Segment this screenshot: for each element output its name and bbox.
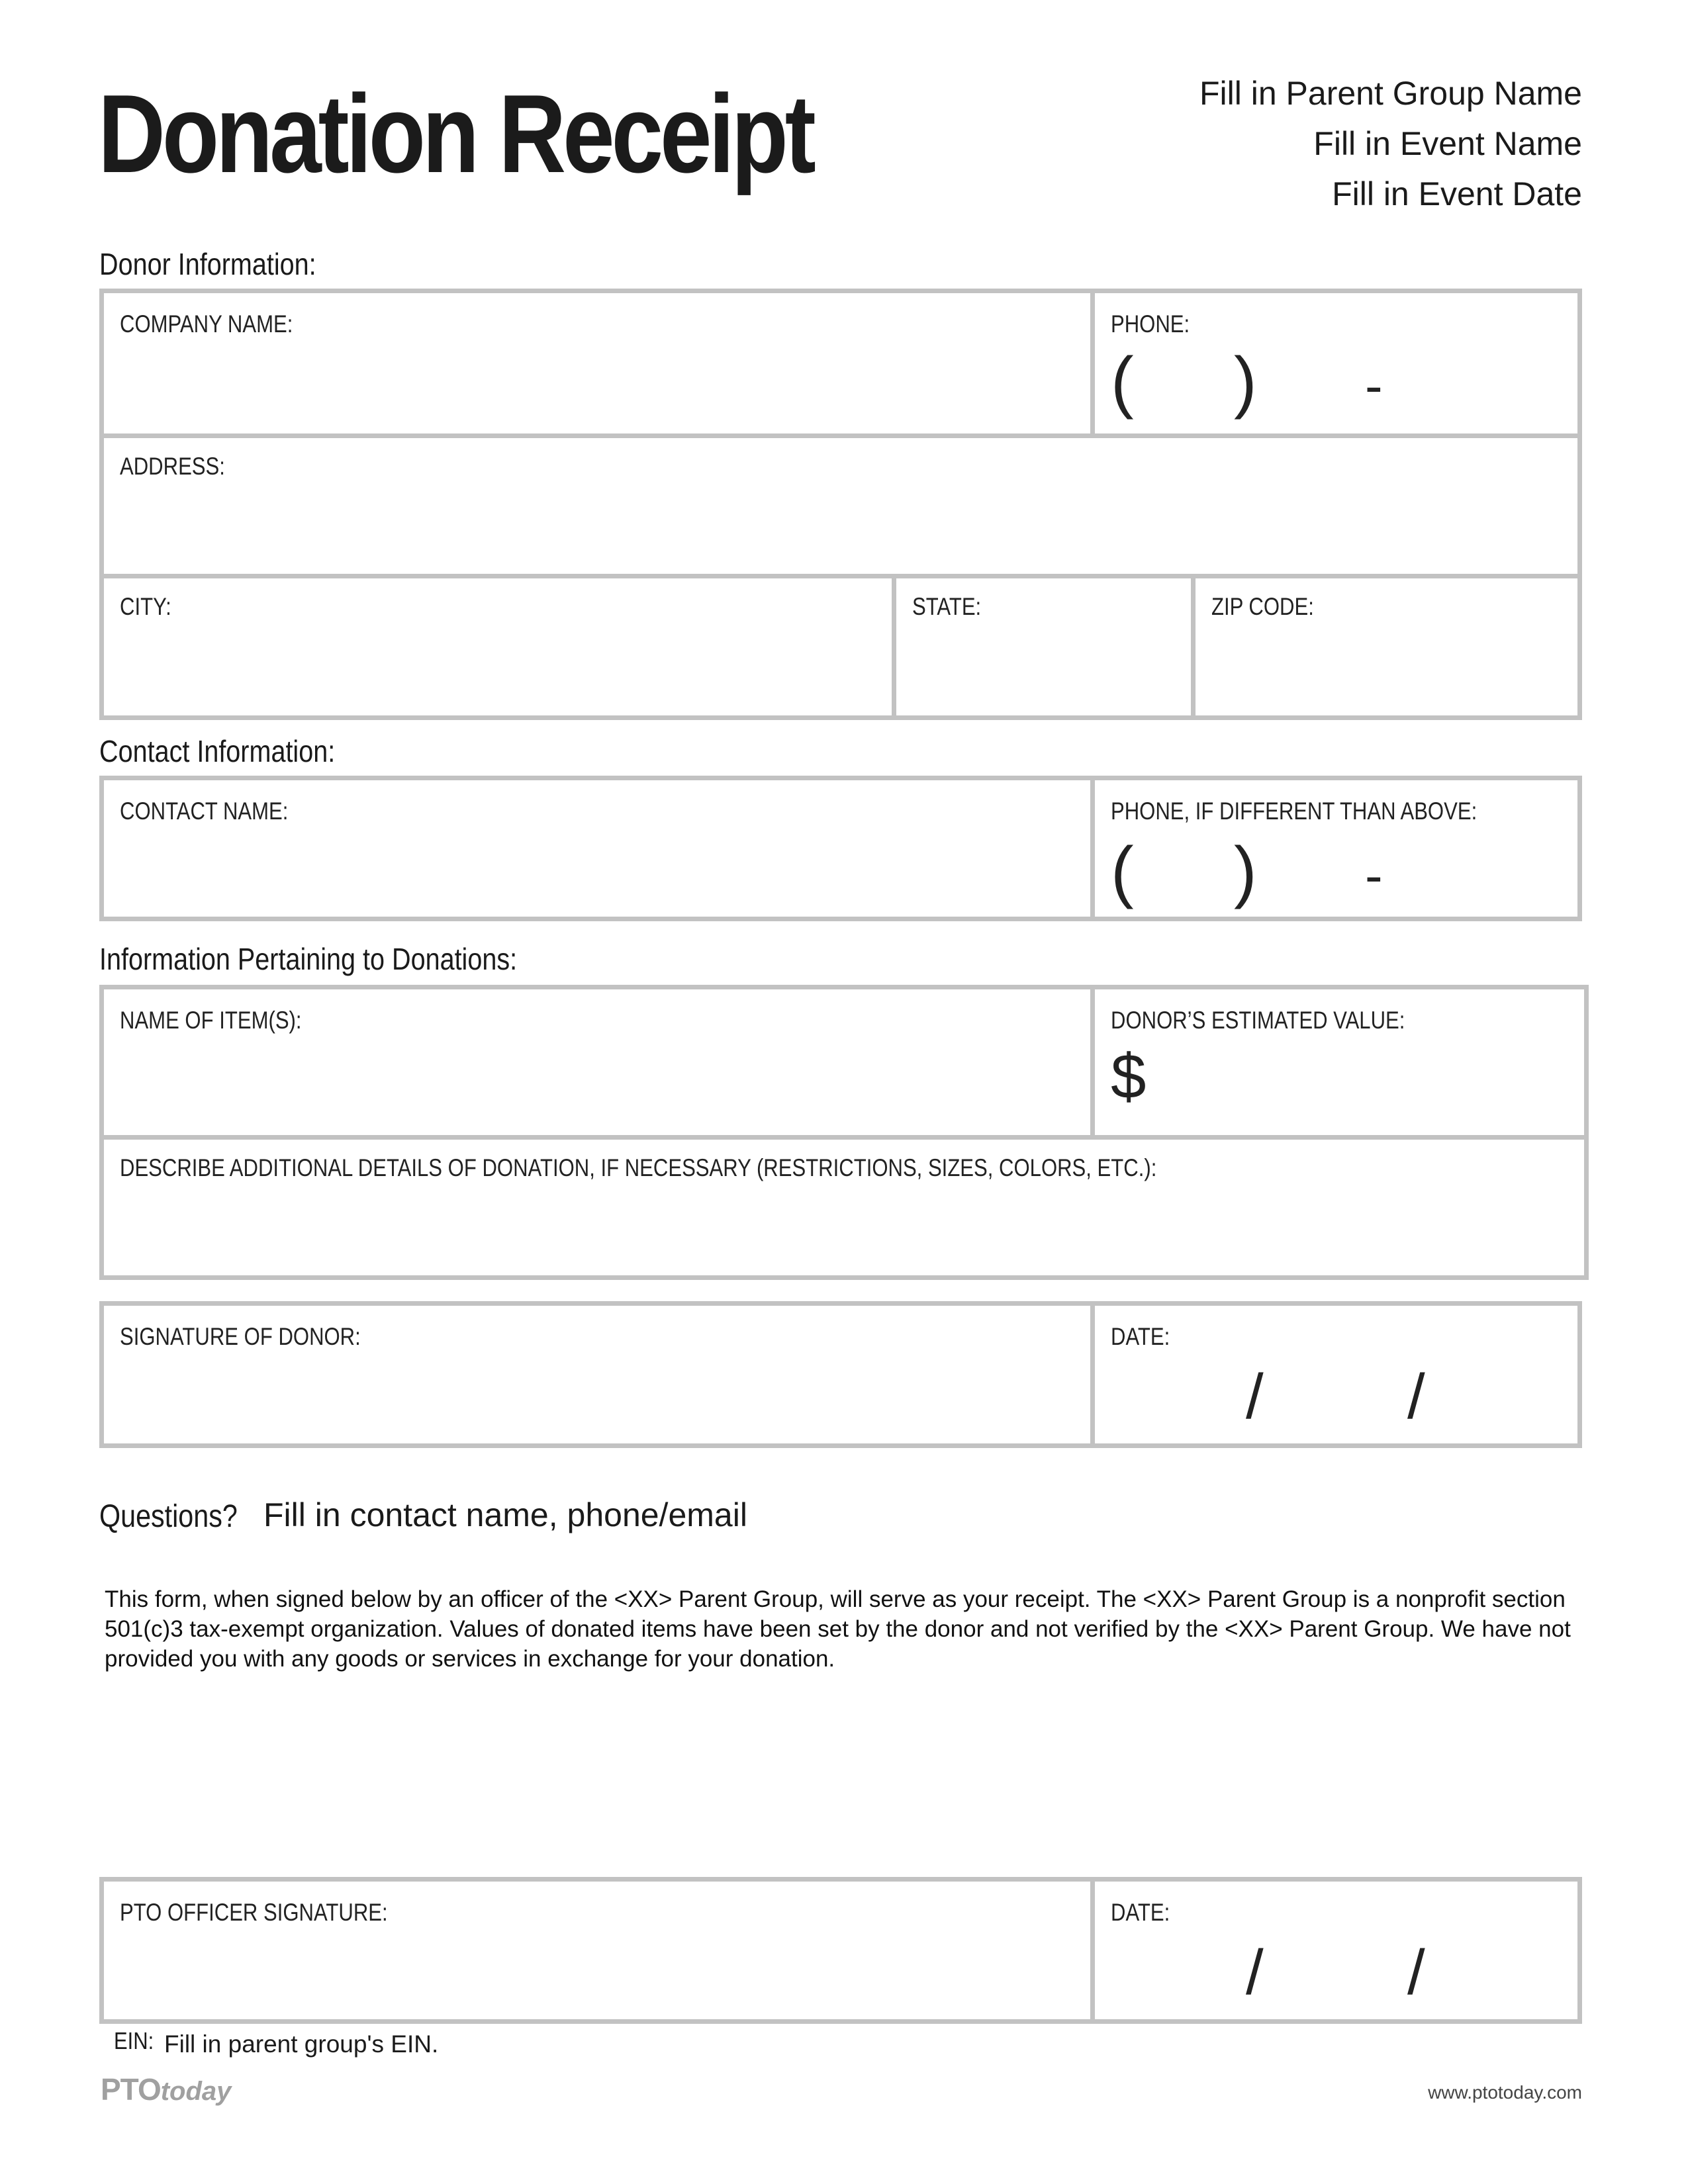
ein-label: EIN: [114,2027,154,2054]
donor-date-field[interactable] [1095,1306,1577,1443]
additional-details-label: DESCRIBE ADDITIONAL DETAILS OF DONATION, IF NECESSARY (RESTRICTIONS, SIZES, COLORS, ETC.): [120,1154,1157,1181]
contact-info-box [99,776,1582,921]
divider [1090,1882,1095,2019]
estimated-value-label: DONOR’S ESTIMATED VALUE: [1111,1007,1405,1034]
address-field[interactable] [104,438,1577,574]
zip-code-field[interactable] [1196,578,1577,715]
event-date[interactable]: Fill in Event Date [1332,175,1582,212]
contact-info-heading: Contact Information: [99,734,336,768]
divider [1090,293,1095,433]
page-title: Donation Receipt [98,71,813,196]
officer-date-label: DATE: [1111,1899,1170,1926]
donation-info-box [99,985,1589,1280]
phone-field[interactable] [1095,293,1577,433]
ein-value[interactable]: Fill in parent group's EIN. [164,2030,439,2058]
phone-label: PHONE: [1111,310,1190,338]
alt-phone-field[interactable] [1095,780,1577,917]
divider [104,574,1577,578]
item-names-label: NAME OF ITEM(S): [120,1007,302,1034]
donor-signature-box [99,1301,1582,1448]
address-label: ADDRESS: [120,453,225,480]
contact-name-label: CONTACT NAME: [120,797,289,825]
phone-open-paren: ( [1111,343,1134,420]
zip-code-label: ZIP CODE: [1211,593,1314,620]
officer-signature-box [99,1877,1582,2024]
city-field[interactable] [104,578,892,715]
estimated-value-field[interactable] [1095,989,1584,1135]
donor-info-box [99,289,1582,720]
divider [1090,1306,1095,1443]
alt-phone-open-paren: ( [1111,833,1134,910]
dollar-sign: $ [1111,1041,1147,1112]
officer-signature-label: PTO OFFICER SIGNATURE: [120,1899,388,1926]
officer-date-field[interactable] [1095,1882,1577,2019]
ptotoday-logo [101,2074,231,2105]
website-url: www.ptotoday.com [1428,2082,1582,2103]
donor-date-slash: / [1407,1361,1425,1432]
divider [1090,780,1095,917]
alt-phone-close-paren: ) [1234,833,1257,910]
alt-phone-label: PHONE, IF DIFFERENT THAN ABOVE: [1111,797,1477,825]
city-label: CITY: [120,593,171,620]
donor-signature-field[interactable] [104,1306,1090,1443]
questions-label: Questions? [99,1499,238,1534]
company-name-label: COMPANY NAME: [120,310,293,338]
phone-dash: - [1365,356,1383,415]
officer-signature-field[interactable] [104,1882,1090,2019]
donor-signature-label: SIGNATURE OF DONOR: [120,1323,361,1350]
state-label: STATE: [912,593,982,620]
donation-info-heading: Information Pertaining to Donations: [99,942,518,976]
event-name[interactable]: Fill in Event Name [1313,125,1582,162]
contact-name-field[interactable] [104,780,1090,917]
phone-close-paren: ) [1234,343,1257,420]
divider [104,1135,1584,1140]
donor-date-slash: / [1246,1361,1264,1432]
questions-contact[interactable]: Fill in contact name, phone/email [263,1496,747,1533]
officer-date-slash: / [1407,1937,1425,2008]
additional-details-field[interactable] [104,1140,1584,1275]
divider [1090,989,1095,1135]
officer-date-slash: / [1246,1937,1264,2008]
item-names-field[interactable] [104,989,1090,1135]
donor-date-label: DATE: [1111,1323,1170,1350]
logo-text-pto: PTO [101,2072,161,2107]
logo-text-today: today [160,2077,232,2106]
donor-info-heading: Donor Information: [99,247,316,281]
alt-phone-dash: - [1365,846,1383,905]
divider [892,578,896,715]
company-name-field[interactable] [104,293,1090,433]
receipt-disclaimer: This form, when signed below by an officer of the <XX> Parent Group, will serve as your receipt. The <XX> Parent Group is a nonprofit section 501(c)3 tax-exempt organization. Values of donated items have been set by the donor and not verified by the <XX> Parent Group. We have not provided you with any goods or services in exchange for your donation. [105,1586,1571,1672]
state-field[interactable] [896,578,1191,715]
divider [104,433,1577,438]
parent-group-name[interactable]: Fill in Parent Group Name [1199,75,1582,112]
divider [1191,578,1196,715]
